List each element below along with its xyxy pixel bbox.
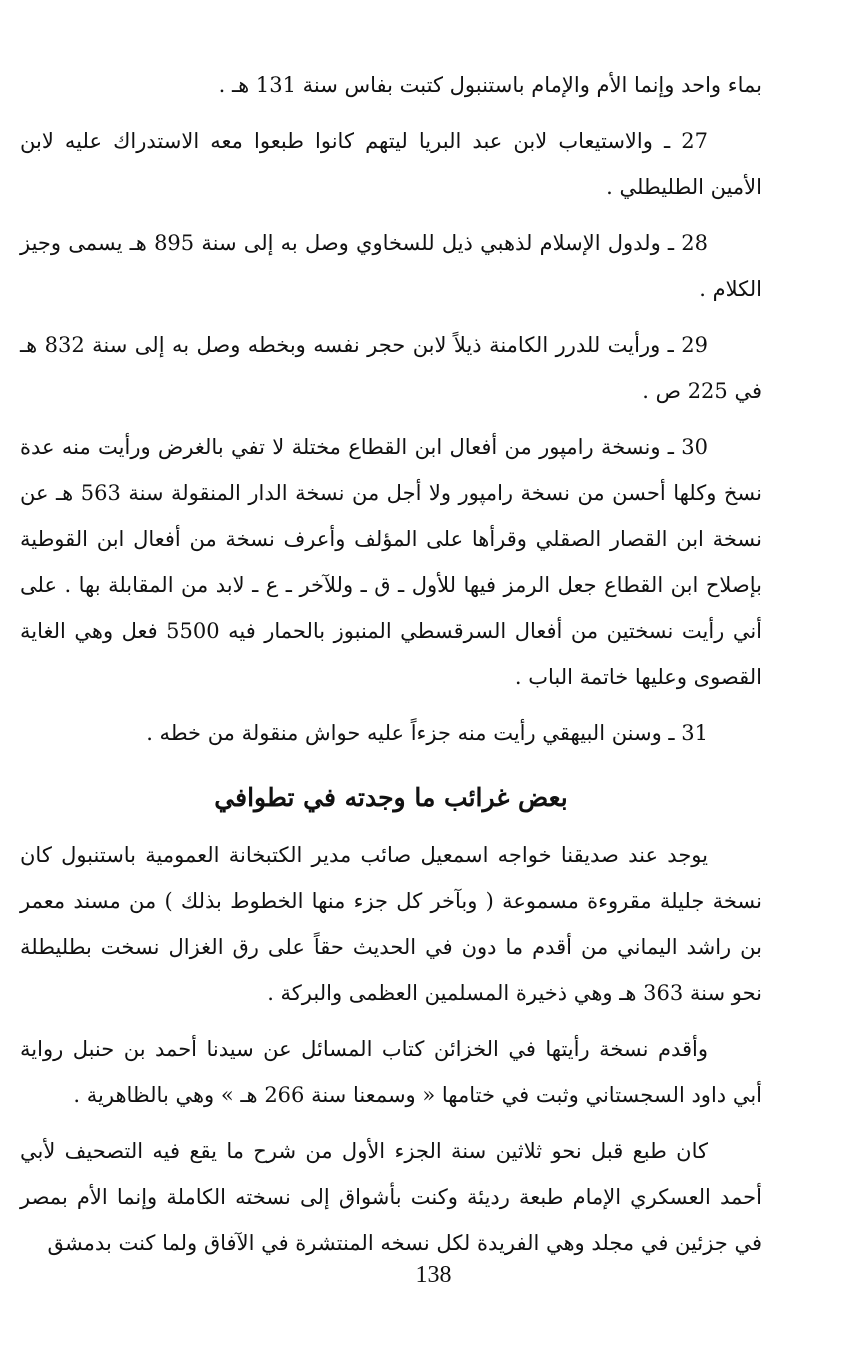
section-heading: بعض غرائب ما وجدته في تطوافي <box>214 783 568 812</box>
paragraph-continuation: بماء واحد وإنما الأم والإمام باستنبول كتبت بفاس سنة 131 هـ . <box>218 73 762 97</box>
page-body <box>20 62 762 1276</box>
paragraph-item-28: 28 ـ ولدول الإسلام لذهبي ذيل للسخاوي وصل به إلى سنة 895 هـ يسمى وجيز الكلام . <box>20 231 762 301</box>
paragraph-sharh-tashif: كان طبع قبل نحو ثلاثين سنة الجزء الأول من شرح ما يقع فيه التصحيف لأبي أحمد العسكري الإمام طبعة رديئة وكنت بأشواق إلى نسخته الكاملة وإنما الأم بمصر في جزئين في مجلد وهي الفريدة لكل نسخه المنتشرة في الآفاق ولما كنت بدمشق <box>20 1139 762 1255</box>
page-number: 138 <box>415 1262 452 1288</box>
paragraph-item-31: 31 ـ وسنن البيهقي رأيت منه جزءاً عليه حواش منقولة من خطه . <box>146 721 708 745</box>
paragraph-item-27: 27 ـ والاستيعاب لابن عبد البريا ليتهم كانوا طبعوا معه الاستدراك عليه لابن الأمين الطليطلي . <box>20 129 762 199</box>
paragraph-item-30: 30 ـ ونسخة رامپور من أفعال ابن القطاع مختلة لا تفي بالغرض ورأيت منه عدة نسخ وكلها أحسن من نسخة رامپور ولا أجل من نسخة الدار المنقولة سنة 563 هـ عن نسخة ابن القصار الصقلي وقرأها على المؤلف وأعرف نسخة من أفعال ابن القوطية بإصلاح ابن القطاع جعل الرمز فيها للأول ـ ق ـ وللآخر ـ ع ـ لابد من المقابلة بها . على أني رأيت نسختين من أفعال السرقسطي المنبوز بالحمار فيه 5500 فعل وهي الغاية القصوى وعليها خاتمة الباب . <box>20 435 762 689</box>
paragraph-item-29: 29 ـ ورأيت للدرر الكامنة ذيلاً لابن حجر نفسه وبخطه وصل به إلى سنة 832 هـ في 225 ص . <box>20 333 762 403</box>
paragraph-musnad-mamar: يوجد عند صديقنا خواجه اسمعيل صائب مدير الكتبخانة العمومية باستنبول كان نسخة جليلة مقروءة مسموعة ( وبآخر كل جزء منها الخطوط بذلك ) من مسند معمر بن راشد اليماني من أقدم ما دون في الحديث حقاً على رق الغزال نسخت بطليطلة نحو سنة 363 هـ وهي ذخيرة المسلمين العظمى والبركة . <box>20 843 762 1005</box>
paragraph-masail-ahmad: وأقدم نسخة رأيتها في الخزائن كتاب المسائل عن سيدنا أحمد بن حنبل رواية أبي داود السجستاني وثبت في ختامها « وسمعنا سنة 266 هـ » وهي بالظاهرية . <box>20 1037 762 1107</box>
